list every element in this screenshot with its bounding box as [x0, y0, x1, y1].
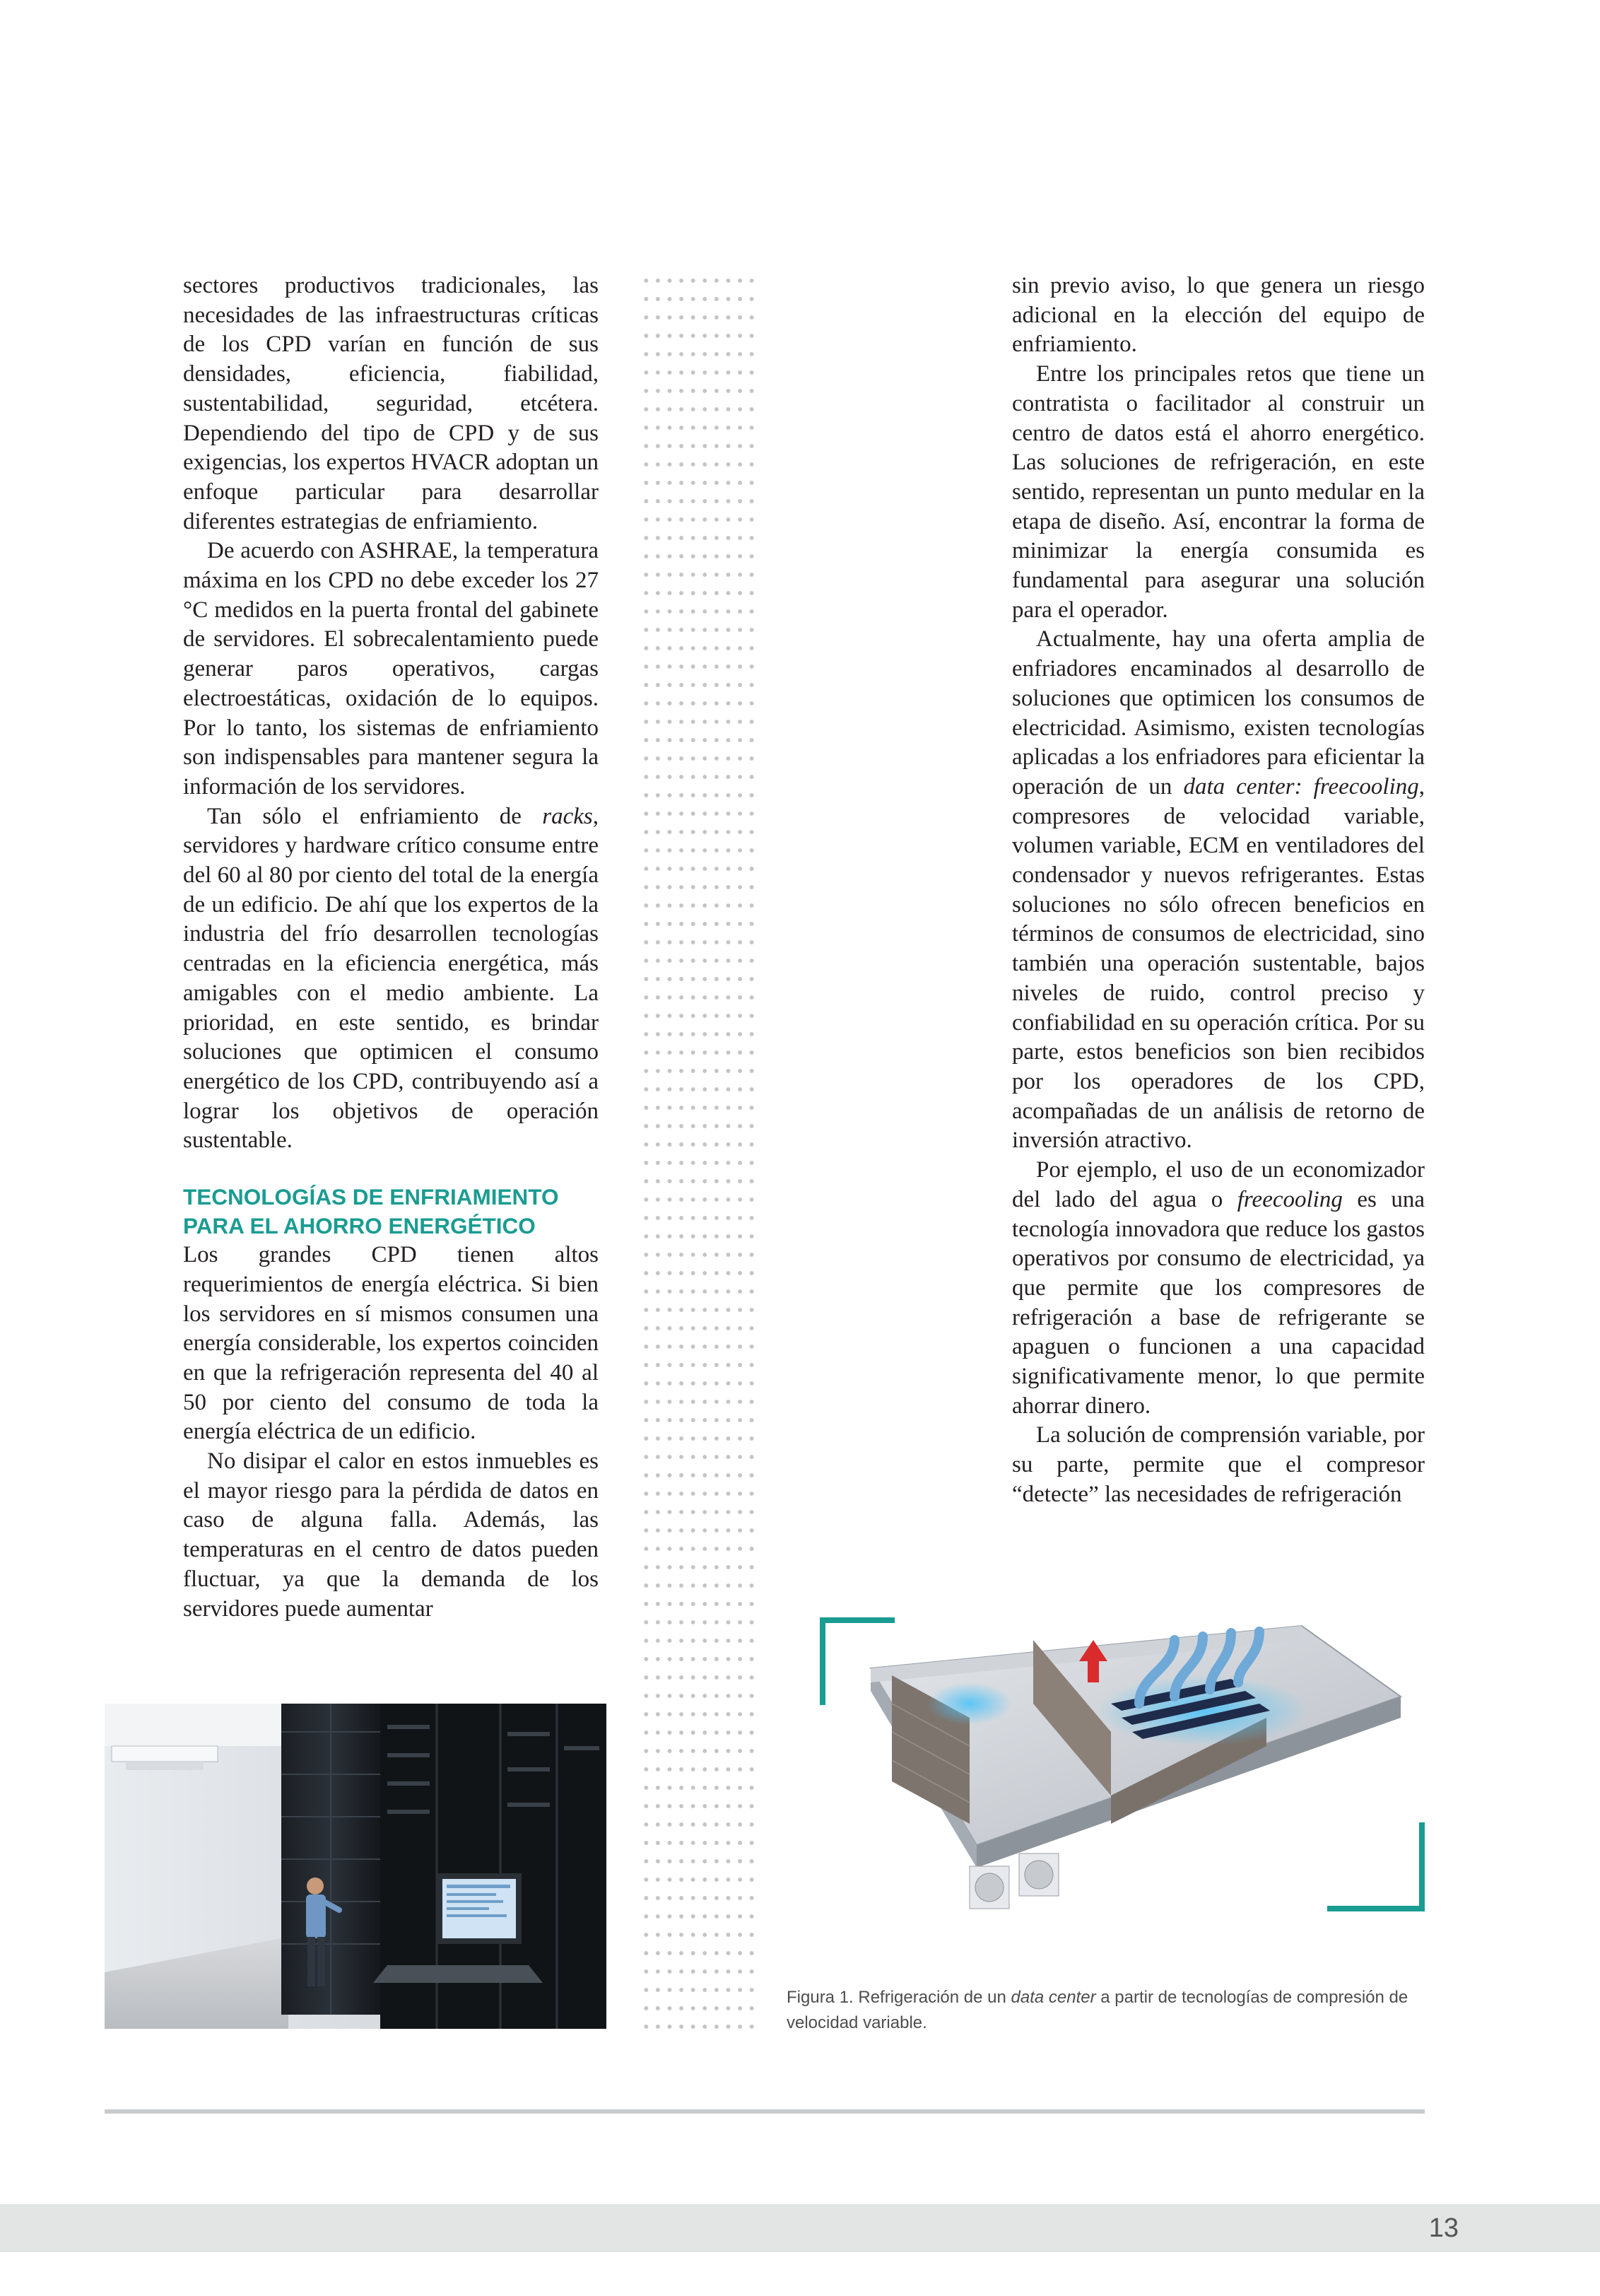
- left-paragraph-3-text-a: Tan sólo el enfriamiento de: [207, 803, 543, 829]
- page-number: 13: [1428, 2213, 1459, 2243]
- left-paragraph-1: sectores productivos tradicionales, las necesidades de las infraestructuras críticas de los CPD varían en función de sus densidades, eficiencia, fiabilidad, sustentabilidad, seguridad, etcétera. Dependiendo del tipo de CPD y de sus exigencias, los expertos HVACR adoptan un enfoque particular para desarrollar diferentes estrategias de enfriamiento.: [183, 273, 599, 534]
- left-paragraph-3-emphasis: racks: [542, 803, 593, 829]
- server-room-photo: [105, 1704, 606, 2029]
- section-heading: [183, 1183, 599, 1241]
- figure-caption-emphasis: data center: [1011, 1988, 1096, 2007]
- right-paragraph-3: [1012, 625, 1425, 1156]
- right-paragraph-3-text-b: , compresores de velocidad variable, volumen variable, ECM en ventiladores del condensador y nuevos refrigerantes. Estas soluciones no sólo ofrecen beneficios en términos de consumos de electricidad, sino también una operación sustentable, bajos niveles de ruido, control preciso y confiabilidad en su operación crítica. Por su parte, estos beneficios son bien recibidos por los operadores de los CPD, acompañadas de un análisis de retorno de inversión atractivo.: [1012, 773, 1425, 1154]
- right-paragraph-1: sin previo aviso, lo que genera un riesgo adicional en la elección del equipo de enfriamiento.: [1012, 273, 1425, 358]
- right-paragraph-4-emphasis: freecooling: [1237, 1186, 1343, 1212]
- dotted-divider: [640, 271, 758, 2036]
- right-paragraph-4-text-b: es una tecnología innovadora que reduce los gastos operativos por consumo de electricidad, ya que permite que los compresores de refrigeración a base de refrigerante se apaguen o funcionen a una capacidad significativamente menor, lo que permite ahorrar dinero.: [1012, 1186, 1425, 1419]
- left-text-column: [183, 271, 599, 1624]
- figure-caption-text-b: a partir de tecnologías de compresión de velocidad variable.: [787, 1988, 1408, 2032]
- right-text-column: [1012, 271, 1425, 1510]
- right-paragraph-4-text-a: Por ejemplo, el uso de un economizador del lado del agua o: [1012, 1157, 1425, 1212]
- left-paragraph-3-text-b: , servidores y hardware crítico consume entre del 60 al 80 por ciento del total de la energía de un edificio. De ahí que los expertos de la industria del frío desarrollen tecnologías centradas en la eficiencia energética, más amigables con el medio ambiente. La prioridad, en este sentido, es brindar soluciones que optimicen el consumo energético de los CPD, contribuyendo así a lograr los objetivos de operación sustentable.: [183, 803, 599, 1154]
- right-paragraph-3-emphasis: data center: freecooling: [1183, 773, 1419, 800]
- left-paragraph-3: [183, 802, 599, 1156]
- section-heading-line-1: TECNOLOGÍAS DE ENFRIAMIENTO: [183, 1184, 559, 1210]
- figure-data-center-illustration: [807, 1612, 1429, 1965]
- left-paragraph-4: Los grandes CPD tienen altos requerimientos de energía eléctrica. Si bien los servidores en sí mismos consumen una energía considerable, los expertos coinciden en que la refrigeración representa del 40 al 50 por ciento del consumo de toda la energía eléctrica de un edificio.: [183, 1242, 599, 1445]
- figure-caption-text-a: Figura 1. Refrigeración de un: [787, 1988, 1011, 2007]
- footer-rule: [105, 2109, 1425, 2114]
- right-paragraph-3-text-a: Actualmente, hay una oferta amplia de enfriadores encaminados al desarrollo de soluciones que optimicen los consumos de electricidad. Asimismo, existen tecnologías aplicadas a los enfriadores para eficientar la operación de un: [1012, 626, 1425, 800]
- section-heading-line-2: PARA EL AHORRO ENERGÉTICO: [183, 1213, 536, 1239]
- right-paragraph-4: [1012, 1156, 1425, 1421]
- right-paragraph-2: Entre los principales retos que tiene un contratista o facilitador al construir un centro de datos está el ahorro energético. Las soluciones de refrigeración, en este sentido, representan un punto medular en la etapa de diseño. Así, encontrar la forma de minimizar la energía consumida es fundamental para asegurar una solución para el operador.: [1012, 361, 1425, 623]
- left-paragraph-2: De acuerdo con ASHRAE, la temperatura máxima en los CPD no debe exceder los 27 °C medidos en la puerta frontal del gabinete de servidores. El sobrecalentamiento puede generar paros operativos, cargas electroestáticas, oxidación de lo equipos. Por lo tanto, los sistemas de enfriamiento son indispensables para mantener segura la información de los servidores.: [183, 538, 599, 800]
- figure-caption: [787, 1985, 1437, 2036]
- left-paragraph-5: No disipar el calor en estos inmuebles es el mayor riesgo para la pérdida de datos en caso de alguna falla. Además, las temperaturas en el centro de datos pueden fluctuar, ya que la demanda de los servidores puede aumentar: [183, 1448, 599, 1622]
- frame-corner-bottom-right: [1327, 1822, 1422, 1909]
- right-paragraph-5: La solución de comprensión variable, por su parte, permite que el compresor “detecte” las necesidades de refrigeración: [1012, 1422, 1425, 1507]
- footer-band: [0, 2204, 1600, 2252]
